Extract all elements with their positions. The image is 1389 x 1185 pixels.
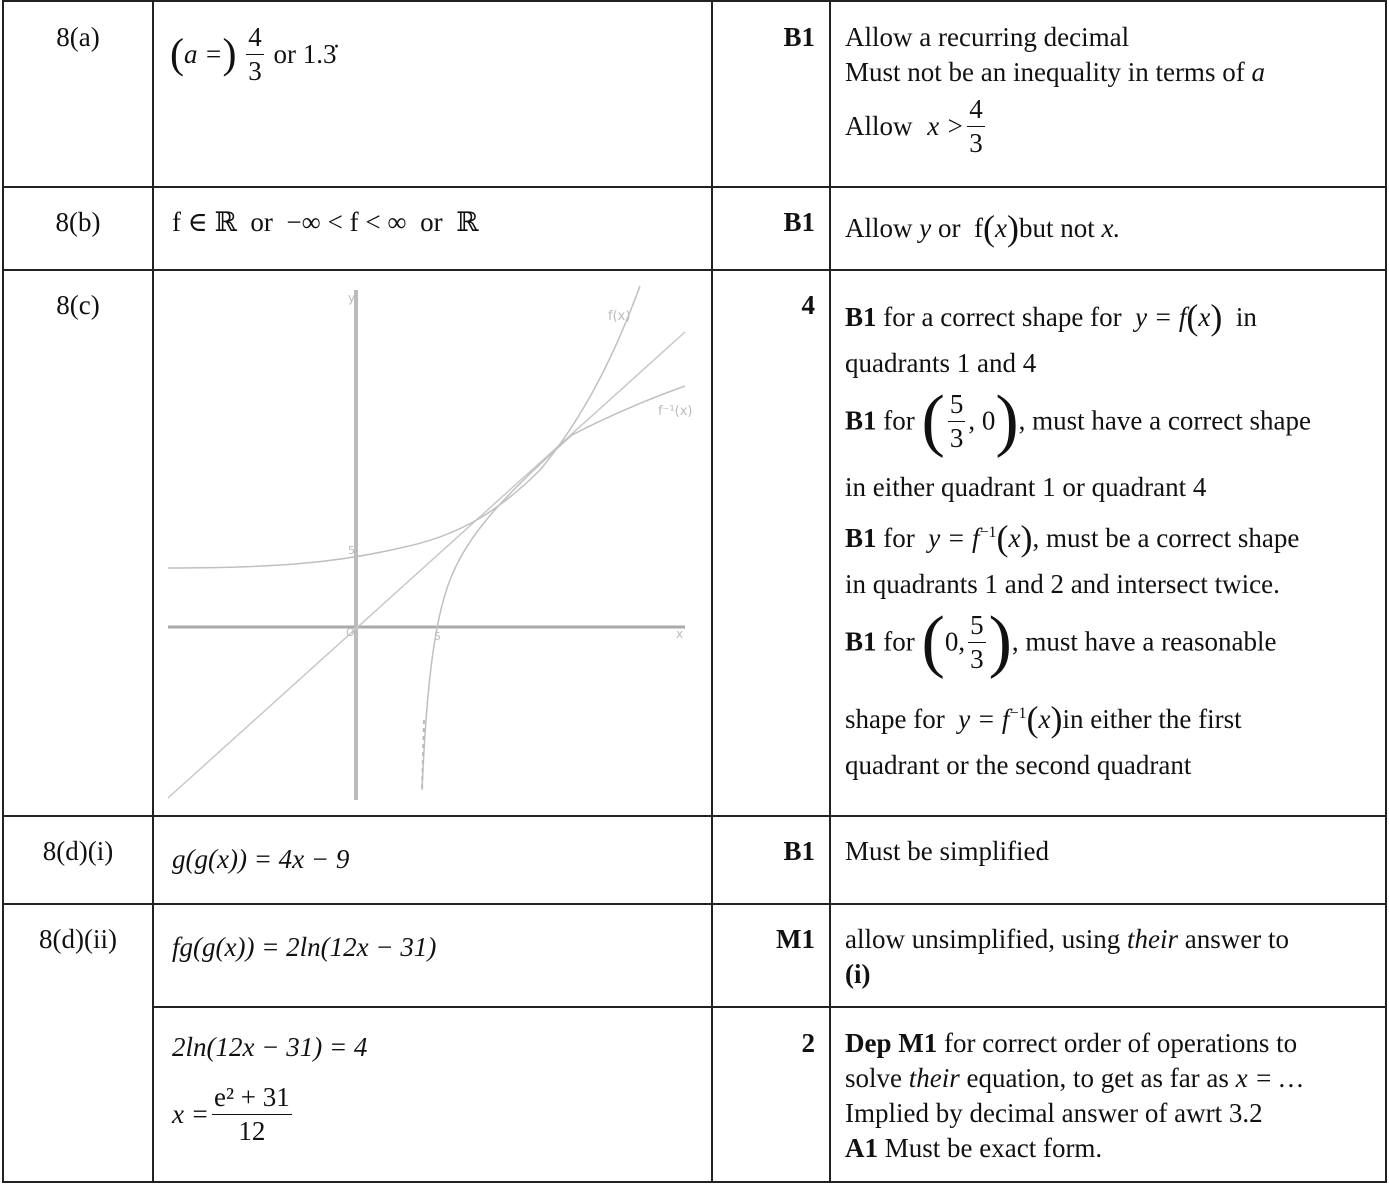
label-f: f(x) bbox=[608, 309, 631, 324]
fraction bbox=[246, 24, 264, 85]
note-line bbox=[845, 922, 1375, 957]
note-mark: B1 bbox=[845, 302, 877, 332]
question-number: 8(b) bbox=[55, 207, 101, 237]
note-line: B1 for $y = f^{-1}(x)$, must be a correct shape bbox=[845, 518, 1300, 558]
fraction bbox=[968, 609, 986, 674]
denominator: 12 bbox=[212, 1114, 292, 1145]
notes-cell bbox=[845, 20, 1375, 157]
table-border-bottom bbox=[2, 1181, 1387, 1183]
note-expression: y = f bbox=[1135, 302, 1187, 332]
note-line: B1 for a correct shape for y = f(x) in bbox=[845, 297, 1257, 337]
note-text: or bbox=[937, 213, 961, 243]
note-text: solve bbox=[845, 1063, 902, 1093]
note-text: , must have a correct shape bbox=[1018, 405, 1311, 436]
notes-cell bbox=[845, 294, 1380, 788]
note-superscript: −1 bbox=[979, 524, 997, 541]
fraction bbox=[967, 96, 985, 157]
note-line bbox=[845, 55, 1375, 90]
note-mark: B1 bbox=[845, 626, 877, 657]
note-expression: y = f bbox=[928, 523, 980, 553]
sub-row-divider bbox=[152, 1006, 1387, 1008]
note-variable: x. bbox=[1101, 213, 1121, 243]
note-line bbox=[845, 603, 1380, 691]
note-line: shape for $y = f^{-1}(x)in$ either the first bbox=[845, 699, 1242, 739]
open-paren: ( bbox=[170, 31, 184, 78]
note-text: for correct order of operations to bbox=[943, 1028, 1298, 1058]
close-paren: ) bbox=[995, 382, 1019, 459]
note-emphasis: their bbox=[908, 1063, 960, 1093]
note-variable: a bbox=[1251, 57, 1265, 87]
curve-f bbox=[168, 286, 640, 568]
answer-cell: 2ln(12x − 31) = 4 bbox=[172, 1032, 368, 1062]
question-number: 8(d)(i) bbox=[42, 836, 114, 866]
fraction bbox=[948, 388, 966, 453]
answer-lhs: x = bbox=[172, 1099, 209, 1129]
mark: 4 bbox=[801, 290, 815, 320]
note-line: in either quadrant 1 or quadrant 4 bbox=[845, 472, 1207, 502]
note-superscript: −1 bbox=[1009, 705, 1027, 722]
row-divider bbox=[2, 903, 1387, 905]
answer-cell: g(g(x)) = 4x − 9 bbox=[172, 844, 350, 874]
close-paren: ) bbox=[222, 31, 237, 78]
note-line: quadrants 1 and 4 bbox=[845, 348, 1037, 378]
note-coordinate: , 0 bbox=[968, 405, 996, 436]
denominator: 3 bbox=[248, 56, 262, 86]
mark: B1 bbox=[783, 22, 815, 52]
label-x-intercept: 5 bbox=[434, 630, 441, 643]
label-y-axis: y bbox=[348, 291, 356, 305]
curve-f-inverse bbox=[422, 386, 685, 790]
answer-cell: f ∈ ℝ or −∞ < f < ∞ or ℝ bbox=[172, 207, 479, 237]
note-line bbox=[845, 1061, 1380, 1096]
note-mark: Dep M1 bbox=[845, 1028, 938, 1058]
note-text: for bbox=[883, 626, 915, 657]
note-emphasis: their bbox=[1126, 924, 1178, 954]
numerator: e² + 31 bbox=[213, 1082, 290, 1112]
note-mark: B1 bbox=[845, 523, 877, 553]
note-coordinate: 0, bbox=[944, 626, 966, 657]
note-line: Allow a recurring decimal bbox=[845, 22, 1130, 52]
note-text: in bbox=[1235, 302, 1257, 332]
row-divider bbox=[2, 815, 1387, 817]
denominator: 3 bbox=[970, 643, 984, 674]
notes-cell: Allow y or f(x)but not x. bbox=[845, 208, 1121, 248]
answer-cell: fg(g(x)) = 2ln(12x − 31) bbox=[172, 932, 437, 962]
denominator: 3 bbox=[969, 128, 983, 158]
note-text: shape for bbox=[845, 704, 945, 734]
numerator: 5 bbox=[970, 609, 984, 640]
notes-cell bbox=[845, 922, 1375, 992]
answer-prefix: a = bbox=[184, 39, 223, 69]
answer-cell bbox=[172, 1084, 702, 1145]
note-text: Must be exact form. bbox=[884, 1133, 1103, 1163]
note-text: , must have a reasonable bbox=[1011, 626, 1277, 657]
mark: B1 bbox=[783, 207, 815, 237]
line-y-equals-x bbox=[168, 332, 685, 798]
label-x-axis: x bbox=[676, 627, 684, 641]
open-paren: ( bbox=[921, 382, 945, 459]
note-line: (i) bbox=[845, 959, 871, 989]
note-line: in quadrants 1 and 2 and intersect twice. bbox=[845, 569, 1280, 599]
note-mark: B1 bbox=[845, 405, 877, 436]
note-text: Allow bbox=[845, 213, 913, 243]
table-border-left bbox=[2, 0, 4, 1183]
label-origin: O bbox=[346, 626, 355, 639]
question-number: 8(d)(ii) bbox=[39, 924, 117, 954]
note-expression: y = f bbox=[958, 704, 1010, 734]
note-line bbox=[845, 382, 1380, 464]
numerator: 5 bbox=[949, 388, 964, 419]
note-variable: x bbox=[1198, 302, 1211, 332]
answer-cell bbox=[170, 24, 700, 85]
note-function: f bbox=[973, 213, 983, 243]
fraction bbox=[212, 1084, 292, 1145]
note-text: for bbox=[883, 523, 915, 553]
notes-cell: Must be simplified bbox=[845, 836, 1049, 866]
numerator: 4 bbox=[969, 94, 983, 124]
mark: B1 bbox=[783, 836, 815, 866]
note-text: Must not be an inequality in terms of bbox=[845, 57, 1245, 87]
note-variable: x bbox=[994, 213, 1007, 243]
note-variable: x bbox=[1008, 523, 1021, 553]
note-text: allow unsimplified, using bbox=[845, 924, 1121, 954]
graph-cell bbox=[160, 280, 700, 805]
table-border-top bbox=[2, 0, 1387, 2]
row-divider bbox=[2, 269, 1387, 271]
label-f-inverse: f⁻¹(x) bbox=[658, 404, 693, 419]
label-y-intercept: 5 bbox=[348, 544, 355, 557]
note-line bbox=[845, 1026, 1380, 1061]
question-number: 8(c) bbox=[56, 290, 100, 320]
note-text: for a correct shape for bbox=[883, 302, 1122, 332]
close-paren: ) bbox=[988, 603, 1012, 680]
note-inequality: x > bbox=[927, 111, 965, 141]
open-paren: ( bbox=[921, 603, 945, 680]
note-line: Implied by decimal answer of awrt 3.2 bbox=[845, 1098, 1263, 1128]
note-text: but not bbox=[1018, 213, 1095, 243]
numerator: 4 bbox=[248, 22, 262, 52]
function-graph bbox=[160, 280, 700, 805]
row-divider bbox=[2, 186, 1387, 188]
notes-cell bbox=[845, 1026, 1380, 1166]
question-number: 8(a) bbox=[56, 22, 100, 52]
mark: M1 bbox=[776, 924, 815, 954]
note-mark: A1 bbox=[845, 1133, 878, 1163]
note-text: equation, to get as far as bbox=[966, 1063, 1229, 1093]
mark: 2 bbox=[801, 1028, 815, 1058]
note-line bbox=[845, 96, 1375, 157]
note-text: Allow bbox=[845, 111, 913, 141]
denominator: 3 bbox=[949, 422, 964, 453]
note-text: answer to bbox=[1184, 924, 1289, 954]
note-variable: x bbox=[1038, 704, 1051, 734]
note-text: for bbox=[883, 405, 915, 436]
note-text: , must be a correct shape bbox=[1032, 523, 1300, 553]
note-line: quadrant or the second quadrant bbox=[845, 750, 1192, 780]
note-line bbox=[845, 1131, 1380, 1166]
note-variable: y bbox=[919, 213, 932, 243]
answer-suffix: or 1.3̇ bbox=[273, 39, 337, 69]
note-expression: x = … bbox=[1235, 1063, 1304, 1093]
note-text: in either the first bbox=[1062, 704, 1242, 734]
